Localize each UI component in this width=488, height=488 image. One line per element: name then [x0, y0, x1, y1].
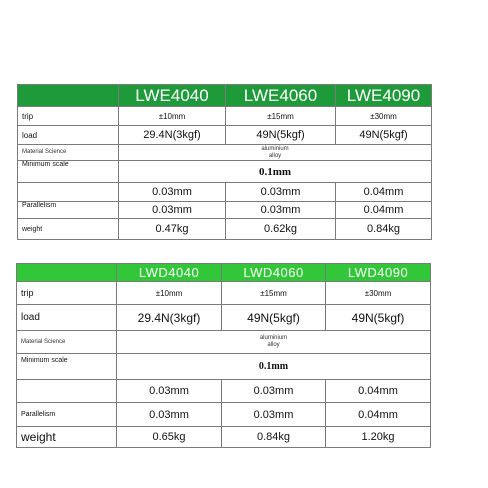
material-row — [17, 331, 431, 354]
extra-value: 0.04mm — [326, 380, 431, 403]
minimum-scale-row — [18, 161, 432, 183]
parallelism-value: 0.03mm — [117, 403, 222, 427]
model-header: LWE4040 — [119, 85, 226, 107]
row-label: trip — [17, 282, 117, 305]
row-label: weight — [18, 219, 119, 240]
model-header: LWD4060 — [222, 264, 326, 282]
row-label: Material Science — [17, 331, 117, 354]
trip-value: ±30mm — [336, 107, 432, 126]
header-corner — [18, 85, 119, 107]
parallelism-value: 0.03mm — [222, 403, 326, 427]
extra-value: 0.03mm — [117, 380, 222, 403]
material-line: alloy — [268, 152, 282, 159]
extra-value: 0.03mm — [222, 380, 326, 403]
row-label: Material Science — [18, 145, 119, 161]
header-row — [17, 264, 431, 282]
spec-table-lwe — [17, 84, 432, 240]
row-label: weight — [17, 427, 117, 448]
extra-value: 0.03mm — [119, 183, 226, 202]
weight-value: 0.84kg — [336, 219, 432, 240]
parallelism-row — [17, 403, 431, 427]
load-value: 49N(5kgf) — [326, 305, 431, 331]
row-label — [18, 183, 119, 202]
material-line: aluminium — [259, 335, 288, 341]
minimum-scale-row — [17, 354, 431, 380]
extra-value: 0.04mm — [336, 183, 432, 202]
material-line: alloy — [267, 342, 280, 348]
trip-value: ±15mm — [226, 107, 336, 126]
model-header: LWD4040 — [117, 264, 222, 282]
extra-row — [17, 380, 431, 403]
row-label: Minimum scale — [17, 354, 117, 380]
header-row — [18, 85, 432, 107]
load-value: 49N(5kgf) — [226, 126, 336, 145]
minimum-scale-value: 0.1mm — [117, 354, 431, 380]
weight-row — [18, 219, 432, 240]
spec-table-lwd — [16, 263, 431, 448]
load-value: 29.4N(3kgf) — [119, 126, 226, 145]
trip-row — [18, 107, 432, 126]
weight-value: 1.20kg — [326, 427, 431, 448]
material-row — [18, 145, 432, 161]
weight-value: 0.47kg — [119, 219, 226, 240]
trip-value: ±30mm — [326, 282, 431, 305]
trip-value: ±10mm — [117, 282, 222, 305]
load-row — [18, 126, 432, 145]
weight-value: 0.84kg — [222, 427, 326, 448]
weight-value: 0.65kg — [117, 427, 222, 448]
material-value — [117, 331, 431, 354]
header-corner — [17, 264, 117, 282]
load-value: 49N(5kgf) — [336, 126, 432, 145]
trip-value: ±10mm — [119, 107, 226, 126]
extra-value: 0.03mm — [226, 183, 336, 202]
row-label: load — [18, 126, 119, 145]
model-header: LWD4090 — [326, 264, 431, 282]
row-label: Parallelism — [18, 202, 119, 219]
load-value: 29.4N(3kgf) — [117, 305, 222, 331]
row-label — [17, 380, 117, 403]
row-label: trip — [18, 107, 119, 126]
material-line: aluminium — [261, 145, 289, 152]
weight-row — [17, 427, 431, 448]
parallelism-value: 0.03mm — [119, 202, 226, 219]
row-label: Parallelism — [17, 403, 117, 427]
row-label: Minimum scale — [18, 161, 119, 183]
trip-row — [17, 282, 431, 305]
extra-row — [18, 183, 432, 202]
material-value — [119, 145, 432, 161]
load-value: 49N(5kgf) — [222, 305, 326, 331]
model-header: LWE4060 — [226, 85, 336, 107]
trip-value: ±15mm — [222, 282, 326, 305]
weight-value: 0.62kg — [226, 219, 336, 240]
row-label: load — [17, 305, 117, 331]
parallelism-value: 0.04mm — [326, 403, 431, 427]
model-header: LWE4090 — [336, 85, 432, 107]
parallelism-value: 0.03mm — [226, 202, 336, 219]
parallelism-value: 0.04mm — [336, 202, 432, 219]
load-row — [17, 305, 431, 331]
minimum-scale-value: 0.1mm — [119, 161, 432, 183]
parallelism-row — [18, 202, 432, 219]
